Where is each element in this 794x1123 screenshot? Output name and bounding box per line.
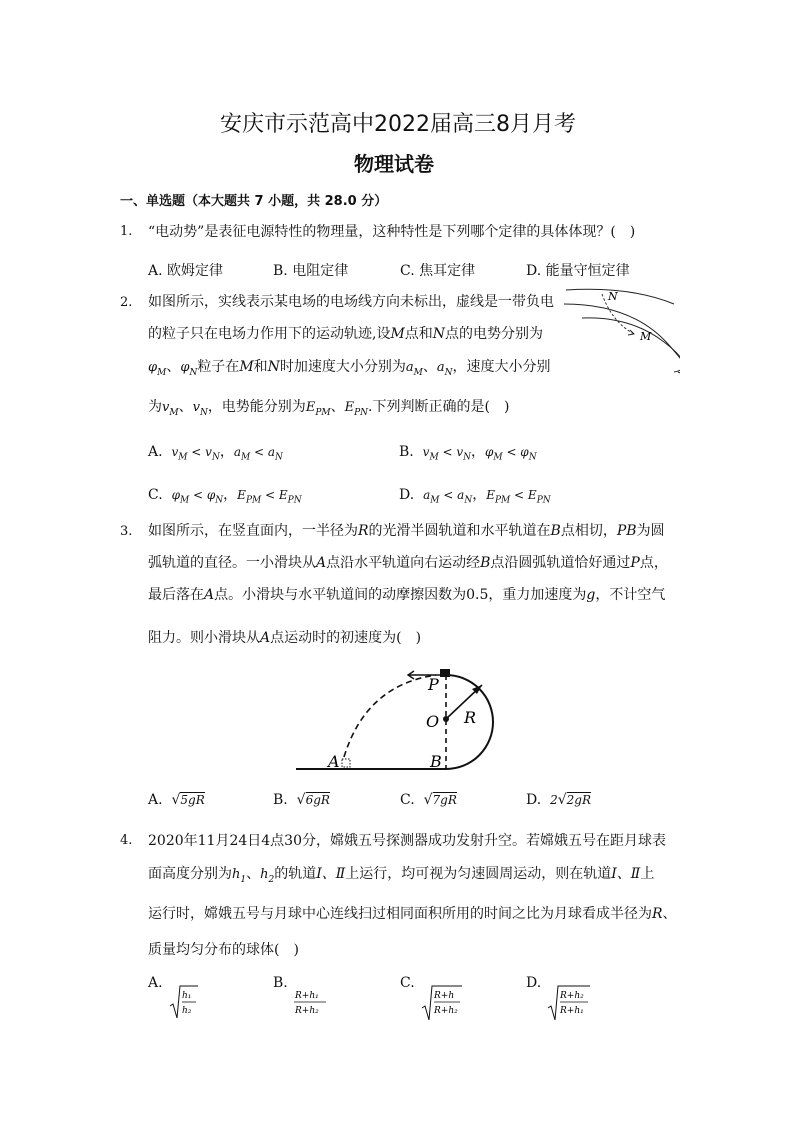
label-b: B: [430, 752, 442, 771]
option-b: B. $v_M < v_N$，$\varphi_M < \varphi_N$: [399, 444, 537, 463]
option-b: B. √6gR: [273, 792, 330, 808]
landing-block: [342, 759, 350, 767]
svg-text:h₂: h₂: [182, 1006, 192, 1016]
label-r: R: [464, 708, 477, 727]
field-line: [582, 318, 680, 372]
electric-field-figure: [560, 282, 680, 374]
label-p: P: [428, 675, 439, 694]
page-subtitle: 物理试卷: [354, 152, 434, 176]
question-number: 3.: [120, 524, 133, 539]
trajectory-line: [344, 675, 436, 757]
label-n: N: [608, 290, 618, 303]
question-number: 4.: [120, 833, 133, 848]
option-c-formula: [420, 982, 462, 1022]
trajectory-line: [602, 294, 634, 334]
option-d-formula: [546, 982, 590, 1022]
label-a: A: [328, 752, 340, 771]
question-line: 为$v_M$、$v_N$，电势能分别为$E_{PM}$、$E_{PN}$.下列判断正确的是( ): [148, 399, 510, 418]
svg-text:R+h₂: R+h₂: [560, 991, 584, 1001]
option-a-formula: [168, 982, 198, 1022]
option-c: C. √7gR: [400, 792, 457, 808]
question-line: 运行时，嫦娥五号与月球中心连线扫过相同面积所用的时间之比为月球看成半径为R、: [148, 906, 677, 922]
question-line: 弧轨道的直径。一小滑块从A点沿水平轨道向右运动经B点沿圆弧轨道恰好通过P点，: [148, 555, 668, 571]
option-b: B.: [273, 975, 288, 991]
option-a: A. √5gR: [148, 792, 205, 808]
option-d: D. $a_M < a_N$，$E_{PM} < E_{PN}$: [399, 487, 551, 506]
option-d: D. 2√2gR: [526, 792, 592, 808]
svg-text:h₁: h₁: [182, 991, 192, 1001]
option-d: D.: [526, 975, 542, 991]
question-line: $\varphi_M$、$\varphi_N$粒子在M和N时加速度大小分别为$a_M$、$a_N$，速度大小分别: [148, 359, 551, 378]
option-c: C. 焦耳定律: [400, 263, 476, 279]
question-line: 最后落在A点。小滑块与水平轨道间的动摩擦因数为0.5，重力加速度为g，不计空气: [148, 587, 666, 603]
label-o: O: [426, 712, 440, 731]
svg-text:R+h₁: R+h₁: [560, 1006, 584, 1016]
option-a: A.: [148, 975, 163, 991]
option-b: B. 电阻定律: [273, 263, 349, 279]
section-heading: 一、单选题（本大题共 7 小题，共 28.0 分）: [120, 194, 388, 209]
question-stem: “电动势”是表征电源特性的物理量，这种特性是下列哪个定律的具体体现？( ): [148, 224, 636, 240]
option-b-formula: [290, 982, 330, 1022]
field-line: [564, 304, 680, 374]
page-title: 安庆市示范高中2022届高三8月月考: [220, 112, 576, 137]
question-number: 1.: [120, 224, 133, 239]
svg-text:R+h: R+h: [434, 991, 455, 1001]
option-a: A. 欧姆定律: [148, 263, 224, 279]
slider-block: [440, 669, 450, 677]
semicircle-track-figure: [296, 665, 506, 775]
svg-text:R+h₂: R+h₂: [434, 1006, 458, 1016]
field-line: [566, 289, 674, 304]
question-line: 质量均匀分布的球体( ): [148, 942, 299, 958]
option-d: D. 能量守恒定律: [526, 263, 630, 279]
question-line: 面高度分别为$h_1$、$h_2$的轨道I、Ⅱ上运行，均可视为匀速圆周运动，则在轨道I、Ⅱ上: [148, 866, 655, 885]
svg-text:R+h₂: R+h₂: [295, 1006, 319, 1016]
question-line: 的粒子只在电场力作用下的运动轨迹,设M点和N点的电势分别为: [148, 326, 544, 342]
svg-text:R+h₁: R+h₁: [295, 991, 319, 1001]
label-m: M: [640, 330, 652, 343]
question-line: 2020年11月24日4点30分，嫦娥五号探测器成功发射升空。若嫦娥五号在距月球表: [148, 833, 666, 849]
option-c: C.: [400, 975, 415, 991]
question-line: 如图所示，在竖直面内，一半径为R的光滑半圆轨道和水平轨道在B点相切，PB为圆: [148, 523, 665, 539]
center-point: [443, 716, 449, 722]
question-line: 阻力。则小滑块从A点运动时的初速度为( ): [148, 630, 422, 646]
question-number: 2.: [120, 295, 133, 310]
option-c: C. $\varphi_M < \varphi_N$，$E_{PM} < E_{PN}$: [148, 487, 302, 506]
question-line: 如图所示，实线表示某电场的电场线方向未标出，虚线是一带负电: [148, 294, 554, 310]
option-a: A. $v_M < v_N$，$a_M < a_N$: [148, 444, 283, 463]
